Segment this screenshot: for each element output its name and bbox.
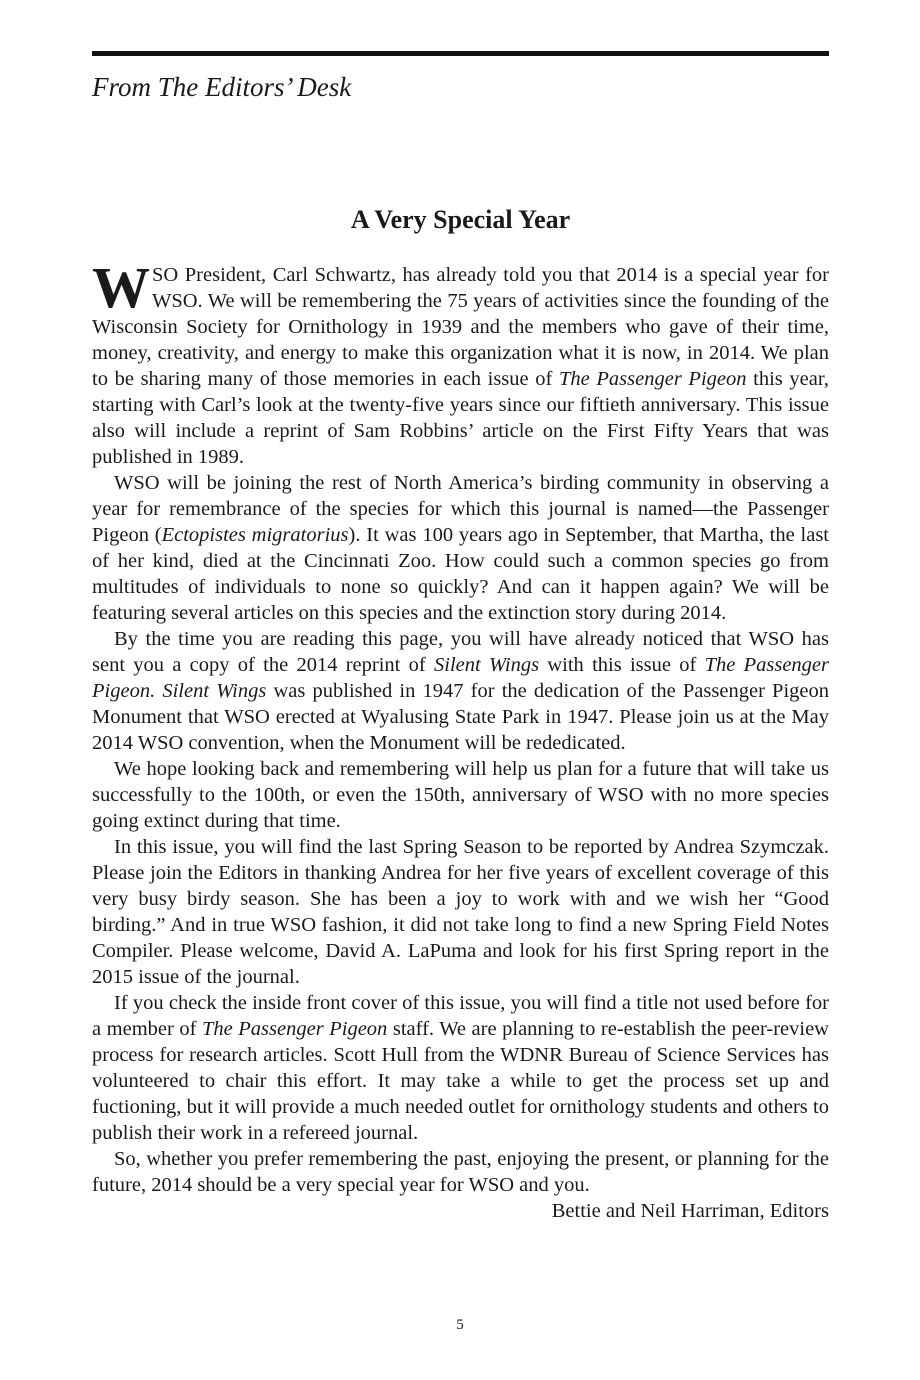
paragraph-7: So, whether you prefer remembering the past, enjoying the present, or planning for the future, 2014 should be a very special year for WSO and you. <box>92 1148 829 1196</box>
paragraph-4: We hope looking back and remembering will help us plan for a future that will take us successfully to the 100th, or even the 150th, anniversary of WSO with no more species going extinct during that time. <box>92 758 829 832</box>
paragraph-1-text-end: this year, starting with Carl’s look at the twenty-five years since our fiftieth anniversary. This issue also will include a reprint of Sam Robbins’ article on the First Fifty Years that was published in 1989. <box>92 368 829 468</box>
paragraph-2-text-end: ). It was 100 years ago in September, that Martha, the last of her kind, died at the Cincinnati Zoo. How could such a common species go from multitudes of individuals to none so quickly? And can it happen again? We will be featuring several articles on this species and the extinction story during 2014. <box>92 524 829 624</box>
signature: Bettie and Neil Harriman, Editors <box>551 1200 829 1222</box>
section-header: From The Editors’ Desk <box>92 72 352 102</box>
page-number: 5 <box>456 1317 464 1333</box>
journal-and-book-title-italic: The Passenger Pigeon. Silent Wings <box>92 654 830 702</box>
article-title: A Very Special Year <box>350 205 571 234</box>
drop-cap: W <box>92 255 150 320</box>
article-body <box>92 255 830 1224</box>
paragraph-2-text: WSO will be joining the rest of North America’s birding community in observing a year for remembrance of the species for which this journal is named—the Passenger Pigeon ( <box>92 472 829 546</box>
paragraph-3-text-mid: with this issue of <box>539 654 705 676</box>
paragraph-2 <box>92 470 829 626</box>
paragraph-3-text-end: was published in 1947 for the dedication of the Passenger Pigeon Monument that WSO erected at Wyalusing State Park in 1947. Please join us at the May 2014 WSO convention, when the Monument will be rededicated. <box>92 680 829 754</box>
paragraph-6-text: If you check the inside front cover of this issue, you will find a title not used before for a member of <box>92 992 829 1040</box>
paragraph-6-text-end: staff. We are planning to re-establish the peer-review process for research articles. Scott Hull from the WDNR Bureau of Science Services has volunteered to chair this effort. It may take a while to get the process set up and fuctioning, but it will provide a much needed outlet for ornithology students and others to publish their work in a refereed journal. <box>92 1018 829 1144</box>
journal-title-italic: The Passenger Pigeon <box>201 1018 388 1040</box>
paragraph-5: In this issue, you will find the last Spring Season to be reported by Andrea Szymczak. Please join the Editors in thanking Andrea for her five years of excellent coverage of this very busy birdy season. She has been a joy to work with and we wish her “Good birding.” And in true WSO fashion, it did not take long to find a new Spring Field Notes Compiler. Please welcome, David A. LaPuma and look for his first Spring report in the 2015 issue of the journal. <box>92 836 829 988</box>
journal-title-italic: The Passenger Pigeon <box>559 368 747 390</box>
paragraph-3 <box>92 626 829 756</box>
book-title-italic: Silent Wings <box>434 654 540 676</box>
species-name-italic: Ectopistes migratorius <box>161 524 349 546</box>
paragraph-1 <box>92 255 829 470</box>
top-rule <box>92 51 829 56</box>
paragraph-3-text: By the time you are reading this page, you will have already noticed that WSO has sent you a copy of the 2014 reprint of <box>92 628 829 676</box>
paragraph-1-text: SO President, Carl Schwartz, has already told you that 2014 is a special year for WSO. We will be remembering the 75 years of activities since the founding of the Wisconsin Society for Ornithology in 1939 and the members who gave of their time, money, creativity, and energy to make this organization what it is now, in 2014. We plan to be sharing many of those memories in each issue of <box>92 264 829 390</box>
paragraph-6 <box>92 990 829 1146</box>
